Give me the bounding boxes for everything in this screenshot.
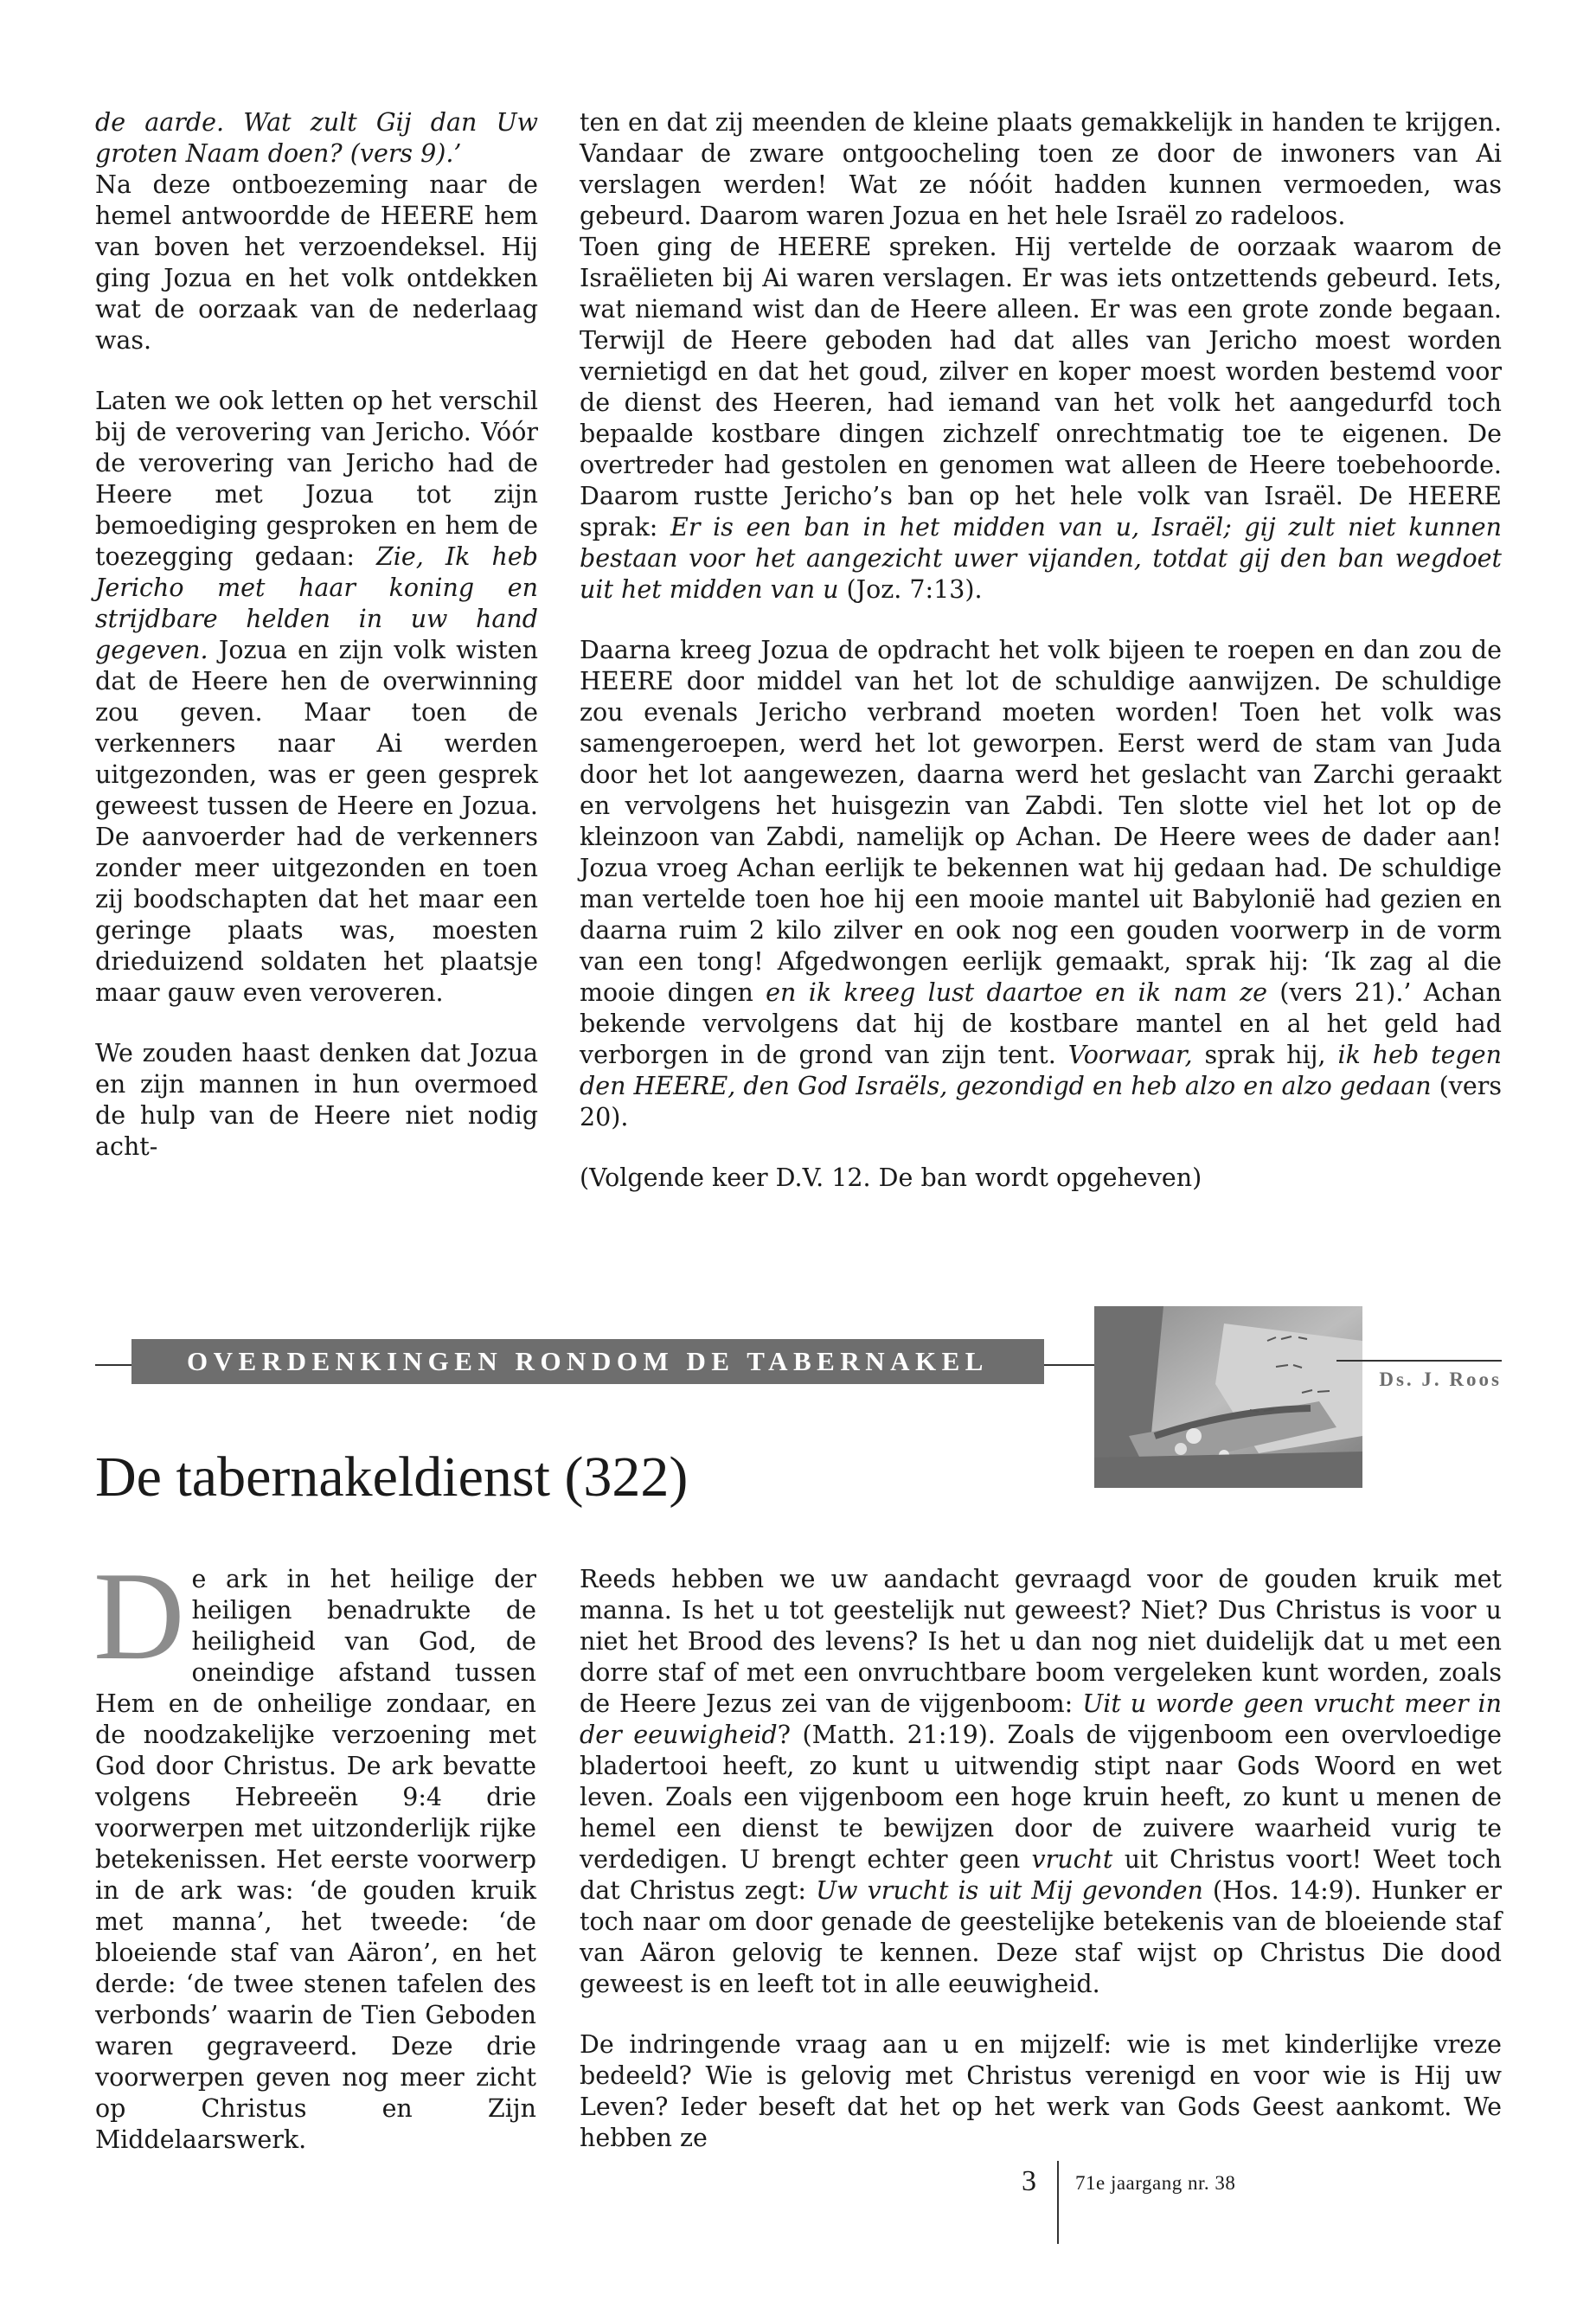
tabernacle-photo (1094, 1306, 1362, 1488)
italic-word: vrucht (1031, 1845, 1113, 1874)
drop-cap: D (93, 1546, 185, 1686)
author-byline: Ds. J. Roos (1379, 1368, 1502, 1390)
header-rule-right (1336, 1360, 1502, 1362)
paragraph: De ark in het heilige der heiligen benadrukte de heiligheid van God, de oneindige afstand tussen Hem en de onheilige zondaar, en de noodzakelijke verzoening met God door Christus. De ark bevatte volgens Hebreeën 9:4 drie voorwerpen met uitzonderlijk rijke betekenissen. Het eerste voorwerp in de ark was: ‘de gouden kruik met manna’, het tweede: ‘de bloeiende staf van Aäron’, en het derde: ‘de twee stenen tafelen des verbonds’ waarin de Tien Geboden waren gegraveerd. Deze drie voorwerpen geven nog meer zicht op Christus en Zijn Middelaarswerk. (93, 1546, 536, 2154)
paragraph: Toen ging de HEERE spreken. Hij vertelde de oorzaak waarom de Israëlieten bij Ai waren verslagen. Er was iets ontzettends gebeurd. Iets, wat niemand wist dan de Heere alleen. Er was een grote zonde begaan. Terwijl de Heere geboden had dat alles van Jericho moest worden vernietigd en dat het goud, zilver en koper moest worden bestemd voor de dienst des Heeren, had iemand van het volk het aangedurfd toch bepaalde kostbare dingen zichzelf onrechtmatig toe te eigenen. De overtreder had gestolen en genomen wat alleen de Heere toebehoorde. Daarom rustte Jericho’s ban op het hele volk van Israël. De HEERE sprak: Er is een ban in het midden van u, Israël; gij zult niet kunnen bestaan voor het aangezicht uwer vijanden, totdat gij den ban wegdoet uit het midden van u (Joz. 7:13). (580, 233, 1502, 604)
paragraph (95, 107, 538, 170)
paragraph: Laten we ook letten op het verschil bij de verovering van Jericho. Vóór de verovering van Jericho had de Heere met Jozua tot zijn bemoediging gesproken en hem de toezegging gedaan: Zie, Ik heb Jericho met haar koning en strijdbare helden in uw hand gegeven. Jozua en zijn volk wisten dat de Heere hen de overwinning zou geven. Maar toen de verkenners naar Ai werden uitgezonden, was er geen gesprek geweest tussen de Heere en Jozua. De aanvoerder had de verkenners zonder meer uitgezonden en toen zij boodschapten dat het maar een geringe plaats was, moesten drieduizend soldaten het plaatsje maar gauw even veroveren. (95, 387, 538, 1007)
italic-quote: Er is een ban in het midden van u, Israël; gij zult niet kunnen bestaan voor het aangezicht uwer vijanden, totdat gij den ban wegdoet uit het midden van u (580, 513, 1502, 604)
paragraph: Daarna kreeg Jozua de opdracht het volk bijeen te roepen en dan zou de HEERE door middel van het lot de schuldige aanwijzen. De schuldige zou evenals Jericho verbrand moeten worden! Toen het volk was samengeroepen, werd het lot geworpen. Eerst werd de stam van Juda door het lot aangewezen, daarna werd het geslacht van Zarchi geraakt en vervolgens het huisgezin van Zabdi. Ten slotte viel het lot op de kleinzoon van Zabdi, namelijk op Achan. De Heere wees de dader aan! Jozua vroeg Achan eerlijk te bekennen wat hij gedaan had. De schuldige man vertelde toen hoe hij een mooie mantel uit Babylonië had gezien en daarna ruim 2 kilo zilver en ook nog een gouden voorwerp in de vorm van een tong! Afgedwongen eerlijk gemaakt, sprak hij: ‘Ik zag al die mooie dingen en ik kreeg lust daartoe en ik nam ze (vers 21).’ Achan bekende vervolgens dat hij de kostbare mantel en al het geld had verborgen in de grond van zijn tent. Voorwaar, sprak hij, ik heb tegen den HEERE, den God Israëls, gezondigd en heb alzo en alzo gedaan (vers 20). (580, 636, 1503, 1131)
top-right-column (580, 107, 1502, 1194)
italic-quote: en ik kreeg lust daartoe en ik nam ze (766, 978, 1267, 1007)
top-left-column (95, 107, 538, 1163)
paragraph: Reeds hebben we uw aandacht gevraagd voor de gouden kruik met manna. Is het u tot geestelijk nut geweest? Niet? Dus Christus is voor u niet het Brood des levens? Is het u dan nog niet duidelijk dat u met een dorre staf of met een onvruchtbare boom vergeleken kunt worden, zoals de Heere Jezus zei van de vijgenboom: Uit u worde geen vrucht meer in der eeuwigheid? (Matth. 21:19). Zoals de vijgenboom een overvloedige bladertooi heeft, zo kunt u uitwendig stipt naar Gods Woord en wet leven. Zoals een vijgenboom een hoge kruin heeft, zo kunt u menen de hemel een dienst te bewijzen door de zuivere waarheid vurig te verdedigen. U brengt echter geen vrucht uit Christus voort! Weet toch dat Christus zegt: Uw vrucht is uit Mij gevonden (Hos. 14:9). Hunker er toch naar om door genade de geestelijke betekenis van de bloeiende staf van Aäron gelovig te kennen. Deze staf wijst op Christus Die dood geweest is en leeft tot in alle eeuwigheid. (580, 1565, 1502, 1998)
italic-quote: Zie, Ik heb Jericho met haar koning en strijdbare helden in uw hand gegeven. (95, 542, 538, 664)
footer-divider (1057, 2161, 1059, 2244)
italic-quote: Voorwaar, (1067, 1041, 1193, 1069)
paragraph: We zouden haast denken dat Jozua en zijn mannen in hun overmoed de hulp van de Heere niet nodig acht- (95, 1039, 538, 1161)
page-number: 3 (1022, 2165, 1036, 2197)
paragraph: De indringende vraag aan u en mijzelf: wie is met kinderlijke vreze bedeeld? Wie is gelovig met Christus verenigd en voor wie is Hij uw Leven? Ieder beseft dat het op het werk van Gods Geest aankomt. We hebben ze (580, 2030, 1502, 2152)
italic-quote: Uw vrucht is uit Mij gevonden (816, 1876, 1203, 1905)
article-title: De tabernakeldienst (322) (95, 1445, 689, 1509)
section-banner: OVERDENKINGEN RONDOM DE TABERNAKEL (131, 1339, 1044, 1384)
italic-quote: ik heb tegen den HEERE, den God Israëls, gezondigd en heb alzo en alzo gedaan (580, 1041, 1502, 1100)
italic-text: de aarde. Wat zult Gij dan Uw groten Naam doen? (vers 9).’ (95, 108, 538, 168)
italic-quote: Uit u worde geen vrucht meer in der eeuwigheid (580, 1689, 1502, 1749)
bottom-right-column (580, 1564, 1502, 2154)
paragraph: Na deze ontboezeming naar de hemel antwoordde de HEERE hem van boven het verzoendeksel. Hij ging Jozua en het volk ontdekken wat de oorzaak van de nederlaag was. (95, 170, 538, 355)
issue-label: 71e jaargang nr. 38 (1075, 2172, 1236, 2194)
bottom-left-column (93, 1546, 536, 2156)
next-time-note: (Volgende keer D.V. 12. De ban wordt opgeheven) (580, 1163, 1202, 1192)
paragraph: ten en dat zij meenden de kleine plaats gemakkelijk in handen te krijgen. Vandaar de zware ontgoocheling toen ze door de inwoners van Ai verslagen werden! Wat ze nóóit hadden kunnen vermoeden, was gebeurd. Daarom waren Jozua en het hele Israël zo radeloos. (580, 108, 1502, 230)
